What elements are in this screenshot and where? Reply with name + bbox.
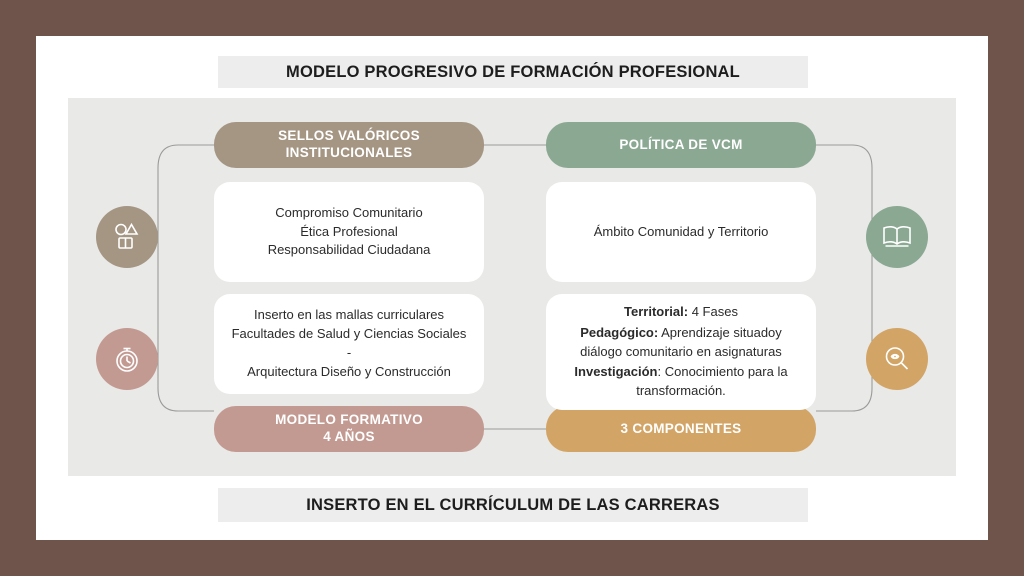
card-sellos-valoricos: [214, 182, 484, 282]
componente-pedagogico: [562, 324, 800, 362]
card-modelo-formativo: [214, 294, 484, 394]
card-modelo-line3: Arquitectura Diseño y Construcción: [247, 363, 451, 379]
componente-investigacion-label: Investigación: [574, 364, 658, 380]
pill-modelo-line2: 4 AÑOS: [323, 429, 375, 444]
card-politica-line1: Ámbito Comunidad y Territorio: [593, 223, 769, 239]
componente-territorial: [562, 303, 800, 322]
stopwatch-icon: [96, 328, 158, 390]
componente-pedagogico-text: Aprendizaje situadoy diálogo comunitario en asignaturas: [580, 324, 782, 359]
page-title: MODELO PROGRESIVO DE FORMACIÓN PROFESIONAL: [218, 56, 808, 88]
pill-politica-vcm[interactable]: POLÍTICA DE VCM: [546, 122, 816, 168]
pill-sellos-line1: SELLOS VALÓRICOS: [278, 128, 420, 144]
card-sellos-line2: Ética Profesional: [300, 223, 398, 239]
pill-sellos-line2: INSTITUCIONALES: [285, 145, 413, 160]
pill-sellos-valoricos[interactable]: [214, 122, 484, 168]
card-politica-vcm: [546, 182, 816, 282]
card-modelo-line1: Inserto en las mallas curriculares: [253, 307, 445, 323]
card-componentes: [546, 294, 816, 410]
componente-investigacion-text: : Conocimiento para la transformación.: [636, 364, 788, 399]
slide-canvas: [36, 36, 988, 540]
pill-3-componentes[interactable]: 3 COMPONENTES: [546, 406, 816, 452]
componente-territorial-label: Territorial:: [624, 303, 689, 319]
pill-modelo-formativo[interactable]: [214, 406, 484, 452]
componente-pedagogico-label: Pedagógico:: [580, 324, 659, 340]
shapes-icon: [96, 206, 158, 268]
connector-lines: [68, 98, 956, 476]
diagram-panel: [68, 98, 956, 476]
componente-investigacion: [562, 363, 800, 401]
componente-territorial-text: 4 Fases: [688, 303, 738, 319]
card-modelo-line2: Facultades de Salud y Ciencias Sociales -: [231, 326, 467, 360]
pill-modelo-line1: MODELO FORMATIVO: [275, 412, 423, 428]
card-sellos-line3: Responsabilidad Ciudadana: [267, 242, 431, 258]
card-sellos-line1: Compromiso Comunitario: [275, 204, 423, 220]
magnifier-icon: [866, 328, 928, 390]
book-icon: [866, 206, 928, 268]
footer-title: INSERTO EN EL CURRÍCULUM DE LAS CARRERAS: [218, 488, 808, 522]
